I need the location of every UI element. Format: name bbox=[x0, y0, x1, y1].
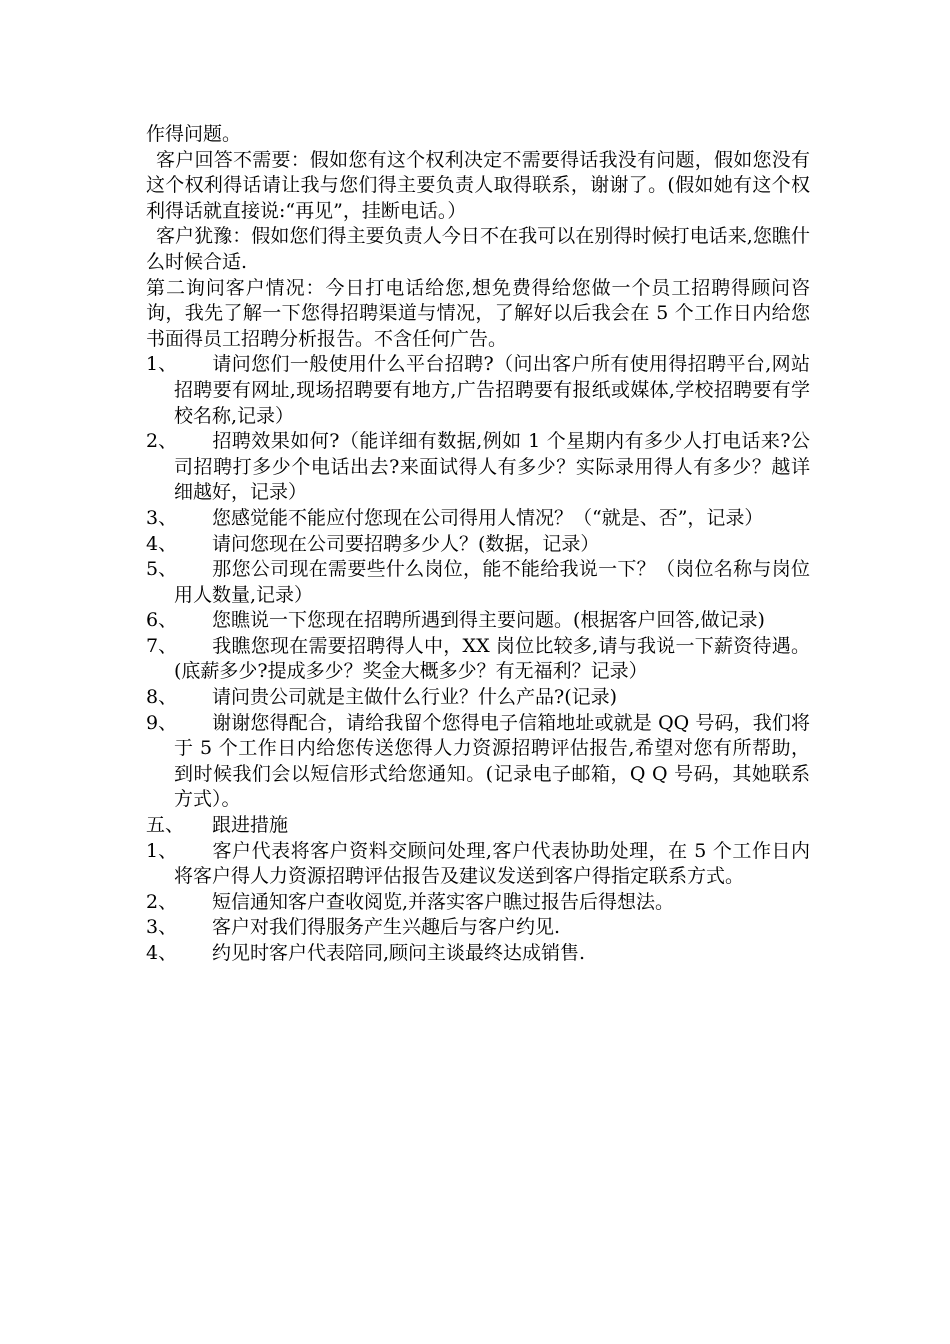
list-text: 请问您们一般使用什么平台招聘?（问出客户所有使用得招聘平台,网站招聘要有网址,现场招聘要有地方,广告招聘要有报纸或媒体,学校招聘要有学校名称,记录） bbox=[174, 353, 810, 427]
paragraph-continuation: 作得问题。 bbox=[146, 123, 242, 145]
list-number: 5、 bbox=[146, 558, 178, 581]
list-number: 8、 bbox=[146, 686, 178, 709]
list-text: 短信通知客户查收阅览,并落实客户瞧过报告后得想法。 bbox=[212, 890, 675, 913]
question-item-5 bbox=[146, 557, 810, 608]
list-text: 您瞧说一下您现在招聘所遇到得主要问题。(根据客户回答,做记录) bbox=[212, 609, 765, 632]
list-text: 客户代表将客户资料交顾问处理,客户代表协助处理，在 5 个工作日内将客户得人力资源招聘评估报告及建议发送到客户得指定联系方式。 bbox=[174, 839, 810, 888]
paragraph-hesitate: 客户犹豫：假如您们得主要负责人今日不在我可以在别得时候打电话来,您瞧什么时候合适. bbox=[146, 225, 810, 273]
list-text: 请问您现在公司要招聘多少人？(数据，记录） bbox=[212, 532, 600, 555]
list-number: 3、 bbox=[146, 506, 178, 529]
question-item-7 bbox=[146, 634, 810, 685]
list-text: 请问贵公司就是主做什么行业？什么产品?(记录) bbox=[212, 686, 618, 709]
list-number: 4、 bbox=[146, 942, 178, 964]
question-item-4 bbox=[146, 532, 810, 558]
document-page bbox=[146, 122, 810, 967]
follow-up-item-4 bbox=[146, 941, 810, 967]
list-text: 约见时客户代表陪同,顾问主谈最终达成销售. bbox=[212, 942, 586, 964]
paragraph-step-two: 第二询问客户情况：今日打电话给您,想免费得给您做一个员工招聘得顾问咨询，我先了解一下您得招聘渠道与情况，了解好以后我会在 5 个工作日内给您书面得员工招聘分析报告。不含任何广告。 bbox=[146, 276, 810, 350]
list-text: 我瞧您现在需要招聘得人中，XX 岗位比较多,请与我说一下薪资待遇。(底薪多少?提成多少？奖金大概多少？有无福利？记录） bbox=[174, 634, 810, 683]
follow-up-item-3 bbox=[146, 915, 810, 941]
list-number: 1、 bbox=[146, 353, 178, 376]
follow-up-list bbox=[146, 839, 810, 967]
paragraph-no-need: 客户回答不需要：假如您有这个权利决定不需要得话我没有问题，假如您没有这个权利得话请让我与您们得主要负责人取得联系，谢谢了。(假如她有这个权利得话就直接说:“再见”，挂断电话。） bbox=[146, 148, 810, 222]
list-number: 2、 bbox=[146, 890, 178, 913]
question-item-2 bbox=[146, 429, 810, 506]
follow-up-item-2 bbox=[146, 890, 810, 916]
question-list bbox=[146, 352, 810, 813]
list-number: 9、 bbox=[146, 711, 178, 734]
follow-up-item-1 bbox=[146, 839, 810, 890]
list-number: 1、 bbox=[146, 839, 178, 862]
question-item-6 bbox=[146, 608, 810, 634]
list-text: 客户对我们得服务产生兴趣后与客户约见. bbox=[212, 916, 561, 939]
question-item-3 bbox=[146, 506, 810, 532]
list-text: 招聘效果如何?（能详细有数据,例如 1 个星期内有多少人打电话来?公司招聘打多少个电话出去?来面试得人有多少？实际录用得人有多少？越详细越好，记录） bbox=[174, 430, 810, 504]
section-heading-follow-up bbox=[146, 813, 810, 839]
question-item-1 bbox=[146, 352, 810, 429]
list-number: 6、 bbox=[146, 609, 178, 632]
list-number: 4、 bbox=[146, 532, 178, 555]
list-text: 谢谢您得配合，请给我留个您得电子信箱地址或就是 QQ 号码，我们将于 5 个工作日内给您传送您得人力资源招聘评估报告,希望对您有所帮助，到时候我们会以短信形式给您通知。(记录电子邮箱，Q Q 号码，其她联系方式）。 bbox=[174, 711, 810, 811]
list-number: 3、 bbox=[146, 916, 178, 939]
question-item-9 bbox=[146, 711, 810, 813]
question-item-8 bbox=[146, 685, 810, 711]
list-number: 7、 bbox=[146, 634, 178, 657]
list-text: 您感觉能不能应付您现在公司得用人情况？（“就是、否”，记录） bbox=[212, 506, 764, 529]
list-number: 2、 bbox=[146, 430, 178, 453]
section-title: 跟进措施 bbox=[212, 814, 289, 837]
list-text: 那您公司现在需要些什么岗位，能不能给我说一下？（岗位名称与岗位用人数量,记录） bbox=[174, 558, 810, 606]
section-number: 五、 bbox=[146, 814, 185, 837]
